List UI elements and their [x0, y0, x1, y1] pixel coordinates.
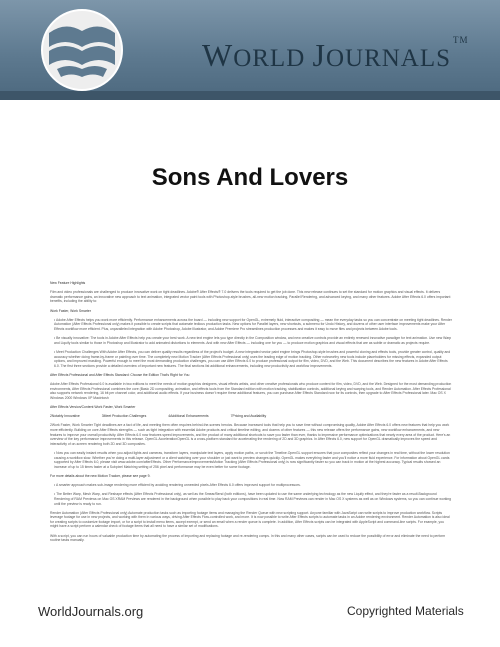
feature-item: 7Pricing and Availability: [230, 414, 267, 419]
bullet-item: • Adobe After Effects helps you work more efficiently. Performance enhancements across the board — including new support for OpenGL, extremely fluid, interactive compositing — mean the everyday tasks so you can concentrate on meeting tight deadlines. Render Automation (After Effects Professional only) makes it possible to create scripts that automate tedious production tasks. New options for Parallel layers, new shortcuts, a submenu for Undo History, and dozens of other user interface improvements make your After Effects workflow more efficient. Plus, unparalleled integration with Adobe Photoshop, Adobe Illustrator, and Adobe Premiere Pro streamlines production processes and makes it easy to move files and projects between Adobe tools.: [54, 317, 452, 331]
book-title: Sons And Lovers: [151, 164, 349, 191]
bullet-item: • Be visually innovative: The tools in Adobe After Effects help you create your best work. A new text engine lets you type directly in the Composition window, and new creative controls provide an entirely renewed innovative paradigm for text animation. Use new Warp and Liquify tools similar to those in Photoshop and Illustrator to add animated distortions to elements. And with new After Effects — including one for you — to produce motion graphics and visual effects that are as subtle or dramatic as projects require.: [54, 336, 452, 345]
header-bottom-band: [0, 91, 500, 100]
feature-item: 2Notably Innovative: [50, 414, 80, 419]
section-heading: After Effects Version/Content Work Faster, Work Smarter: [50, 405, 136, 410]
section-heading: After Effects Professional and After Effects Standard: Choose the Edition That's Right for You: [50, 372, 190, 377]
section-heading: For more details about the new Motion Tracker, please see page 9.: [50, 473, 151, 478]
paragraph: Adobe After Effects Professional 6.0 is available in two editions to meet the needs of motion graphics designers, visual effects artists, and other creative professionals who produce content for film, video, DVD, and the Web. Designed for the most demanding production environments, After Effects Professional combines the core (Basic 2D compositing, animation, and effects tools from the Standard edition with motion tracking, stabilization controls, additional keying and warping tools, and Render Automation. After Effects Professional also supports network rendering, 16 bit per channel color, and additional audio effects. If your business doesn't require these additional features, you can purchase After Effects Standard now for its controls, then upgrade to After Effects Professional later. Mac OS X Windows 2000 Windows XP Macintosh: [50, 382, 452, 400]
globe-book-logo-icon: [27, 7, 137, 93]
brand-name: WORLD JOURNALS™: [202, 35, 469, 73]
bullet-item: • The Better Warp, Mesh Warp, and Reshape effects (After Effects Professional only), as well as the Smear/Bend (both editions), have been updated to use the same underlying technology as the new Liquify effect, and they're faster as a result.Background Rendering of RAM Previews on Mac OS XRAM Previews are rendered in the background when possible to play back your compositions in real time. Now RAM Previews can render in Mac OS X systems as well as on Windows systems, so you can continue working until the preview is ready to run.: [54, 492, 452, 506]
bullet-item: • Meet Production Challenges With Adobe After Effects, you can deliver quality results regardless of the project's budget. A new integrated vector paint engine brings Photoshop-style brushes and powerful cloning and effects tools, provide greater control, quality and accuracy whether doing frame-by-frame or painting over time. The completely new Motion Tracker (After Effects Professional only) uses the leading edge of motion tracking. Other noteworthy new tools include placeholders for missing effects, expanded output options, and improved masking. Powerful enough to meet the most demanding production challenges, you can use After Effects 6.0 to produce professional output for film, video, DVD, and the Web. This document describes the new features in Adobe After Effects 6.0. The first three sections provide a detailed overview of important new features. The final sections list additional enhancements, including new productivity and workflow improvements.: [54, 349, 451, 368]
paragraph: Film and video professionals are challenged to produce innovative work on tight deadlines. Adobe® After Effects® 7.0 delivers the tools required to get the job done. This new release continues to set the standard for motion graphics and visual effects. It delivers dramatic performance gains, an innovative new approach to text animation, integrated vector paint tools with Photoshop-style brushes, all-new motion tracking, Parallel Rendering, and advanced keying, and many other features. Adobe After Effects 6.0 offers important benefits, including the ability to:: [50, 290, 451, 304]
header-banner: [0, 0, 500, 100]
section-heading: New Feature Highlights: [50, 281, 86, 285]
footer-rights: Copyrighted Materials: [347, 604, 464, 618]
section-heading: Work Faster, Work Smarter: [50, 308, 91, 313]
paragraph: With a script, you can run hours of valuable production time by automating the process of importing and replacing footage and re-rendering comps. In this and many other cases, scripts can be used to reduce the possibility of error and eliminate the need to perform routine tasks manually.: [50, 533, 446, 543]
footer-site: WorldJournals.org: [38, 604, 144, 619]
feature-item: 3Meet Production Challenges: [101, 414, 147, 419]
document-body: [50, 281, 452, 547]
paragraph: Render Automation (After Effects Professional only) Automate production tasks such as importing footage items and managing the Render Queue with new scripting support. Anyone familiar with JavaScript can write scripts to improve production workflow. Scripts leverage footage for use in new projects, and working with them in various ways, driving After Effects Flow-controlled work, and more. It is now possible to write After Effects scripts to automate tasks in an Adobe rendering environment. Render Automation is also ideal for creating scripts to customize footage import, or for a script to install menu items, accept exempt, or send an email when a render queue is complete. In addition, After Effects scripts can be integrated with AppleScript and command-line scripts. For example, you might have a script perform a calendar check of footage items that all need to have a similar set of modifications.: [50, 510, 450, 529]
bullet-item: • Now you can easily instant results when you adjust lights and cameras, transform layers, manipulate text layers, apply motion paths, or scrub the Timeline.OpenGL support ensures that your composites reflect your changes in real time, without the lower resolution causing a workflow slow. Whether you're doing a multi-layer adjustment or a client watching over your shoulder or just want to preview changes quickly. OpenGL makes everything faster and you'll notice a more fluid experience. For information about OpenGL cards supported by After Effects 6.0, please visit www.adobe.com/afterEffects. Other PerformanceImprovementsMotion Tracking (After Effects Professional only) is now significantly faster so you can track in motion at the highest accuracy. Typical results showed an increase of up to 15 times faster at a Subpixel Matching setting of 256 pixel and performance may be even better for some footage.: [54, 450, 450, 469]
paragraph: 2Work Faster, Work Smarter Tight deadlines are a fact of life, and meeting them often requires behind-the-scenes heroics. Because increased tools that help you to save time without compromising quality, Adobe After Effects 6.0 offers new features that help you work more efficiently. Building on core After Effects strengths — such as tight integration with essential Adobe products and critical timeline editing, and dozens of other features — this new release offers the performance gains, new workflow enhancements, and new features to improve your overall productivity. After Effects 6.0 now features speed improvements, and the product of many additional shortcuts to save you faster than ever, thanks to impressive performance optimizations that nearly every area of the product. Here's an overview of the key performance improvements in this release. OpenGL AccelerationOpenGL is a cross-platform standard for accelerating the rendering of 2D and 3D graphics. In After Effects 6.0, new support for OpenGL dramatically improves the speed and interactivity of on-screen rendering both 2D and 3D composites.: [50, 423, 451, 446]
bullet-item: • A smarter approach makes sub-image rendering more efficient by avoiding rendering unneeded pixels.After Effects 6.0 offers improved support for multiprocessors.: [54, 483, 301, 488]
feature-item: 4Additional Enhancements: [168, 414, 209, 419]
feature-list: [50, 414, 452, 419]
